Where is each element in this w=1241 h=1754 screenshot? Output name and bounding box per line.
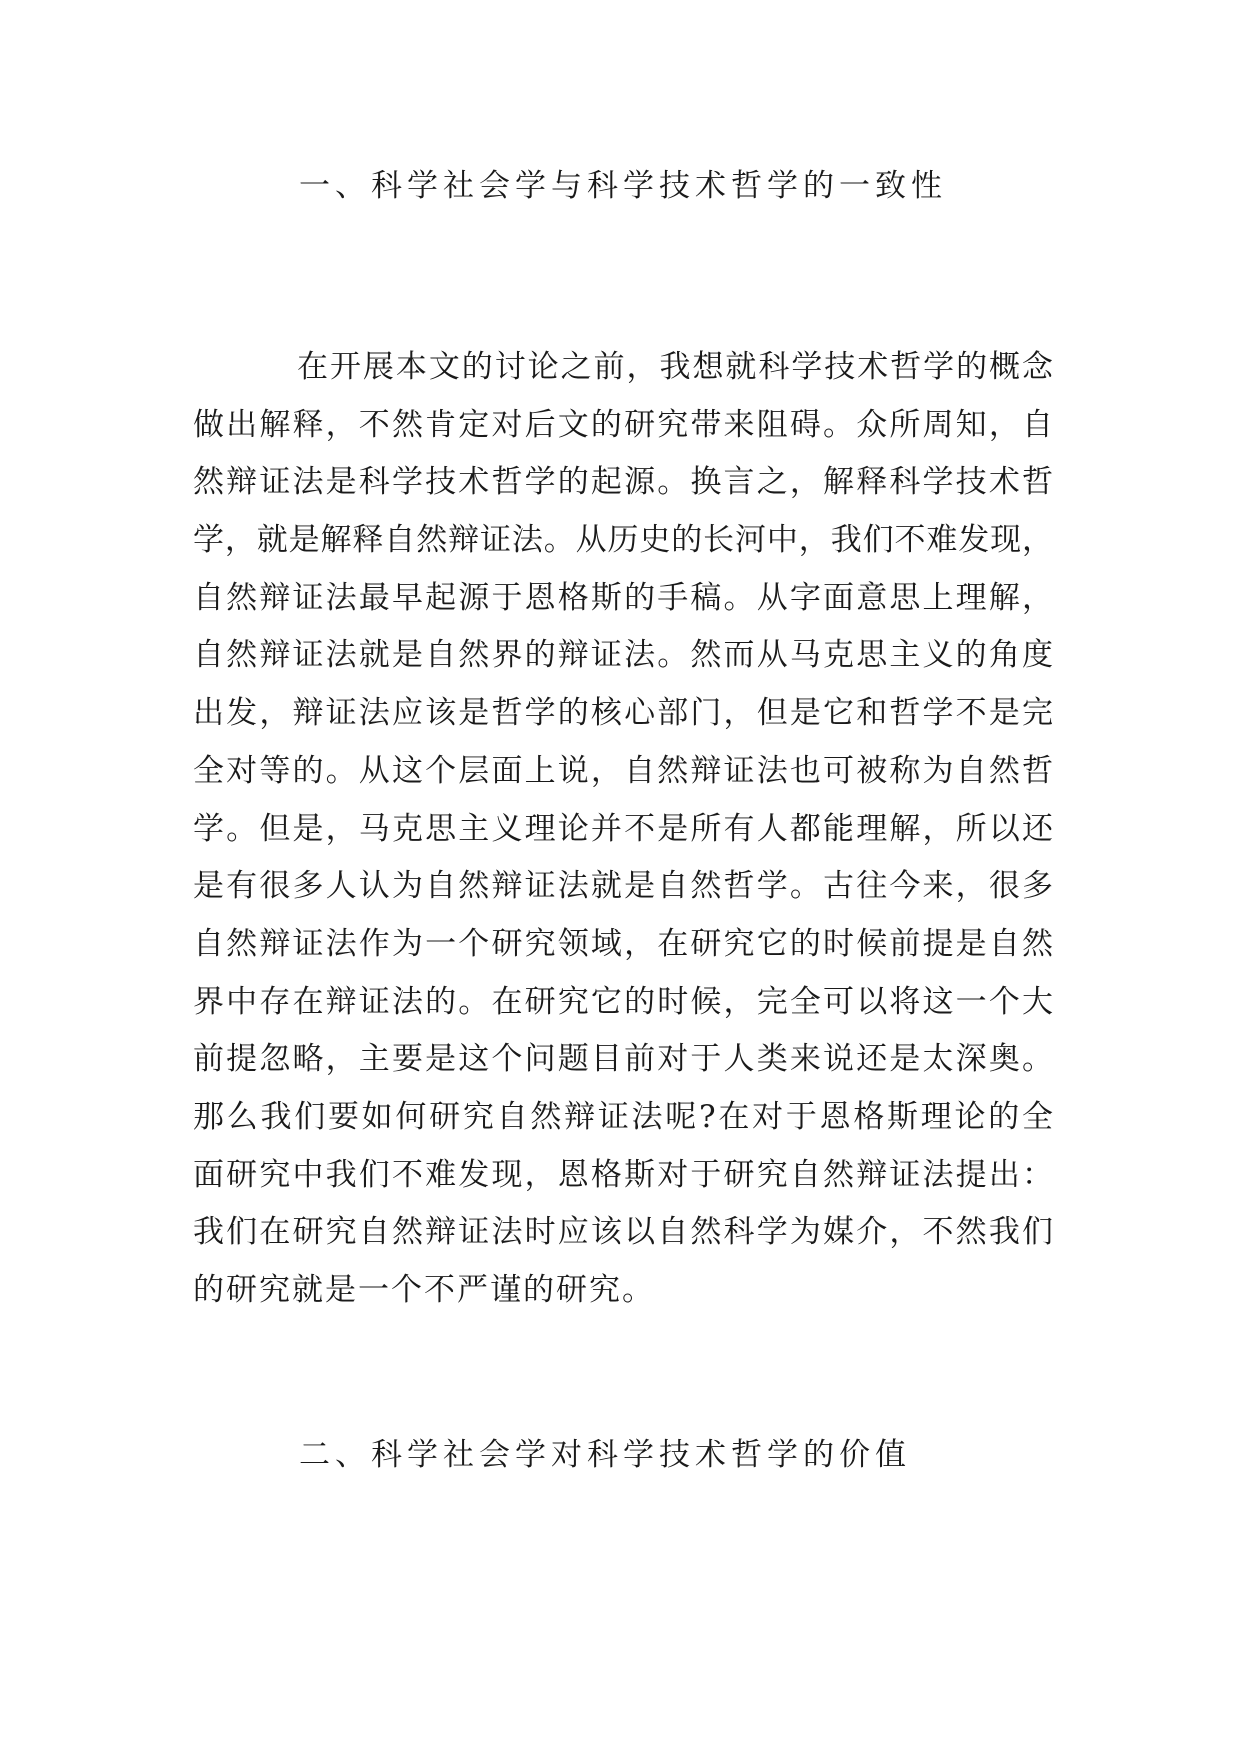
paragraph-line: 然辩证法是科学技术哲学的起源。换言之，解释科学技术哲 [193, 464, 1053, 501]
section-heading-1: 一、科学社会学与科学技术哲学的一致性 [299, 168, 947, 204]
paragraph-line: 的研究就是一个不严谨的研究。 [193, 1272, 655, 1308]
paragraph-line: 界中存在辩证法的。在研究它的时候，完全可以将这一个大 [193, 983, 1053, 1020]
paragraph-line: 在开展本文的讨论之前，我想就科学技术哲学的概念 [297, 349, 1053, 385]
paragraph-line: 前提忽略，主要是这个问题目前对于人类来说还是太深奥。 [193, 1041, 1053, 1078]
paragraph-line: 做出解释，不然肯定对后文的研究带来阻碍。众所周知，自 [193, 406, 1053, 443]
paragraph-line: 那么我们要如何研究自然辩证法呢?在对于恩格斯理论的全 [193, 1098, 1053, 1135]
section-heading-2: 二、科学社会学对科学技术哲学的价值 [299, 1437, 911, 1473]
paragraph-line: 是有很多人认为自然辩证法就是自然哲学。古往今来，很多 [193, 868, 1053, 905]
body-paragraph [193, 339, 1053, 1320]
paragraph-line: 学。但是，马克思主义理论并不是所有人都能理解，所以还 [193, 810, 1053, 847]
paragraph-line: 自然辩证法就是自然界的辩证法。然而从马克思主义的角度 [193, 637, 1053, 674]
paragraph-line: 面研究中我们不难发现，恩格斯对于研究自然辩证法提出： [193, 1156, 1053, 1193]
paragraph-line: 出发，辩证法应该是哲学的核心部门，但是它和哲学不是完 [193, 695, 1053, 732]
paragraph-line: 学，就是解释自然辩证法。从历史的长河中，我们不难发现， [193, 522, 1053, 559]
paragraph-line: 全对等的。从这个层面上说，自然辩证法也可被称为自然哲 [193, 752, 1053, 789]
paragraph-line: 我们在研究自然辩证法时应该以自然科学为媒介，不然我们 [193, 1214, 1053, 1251]
paragraph-line: 自然辩证法作为一个研究领域，在研究它的时候前提是自然 [193, 925, 1053, 962]
paragraph-line: 自然辩证法最早起源于恩格斯的手稿。从字面意思上理解， [193, 579, 1053, 616]
